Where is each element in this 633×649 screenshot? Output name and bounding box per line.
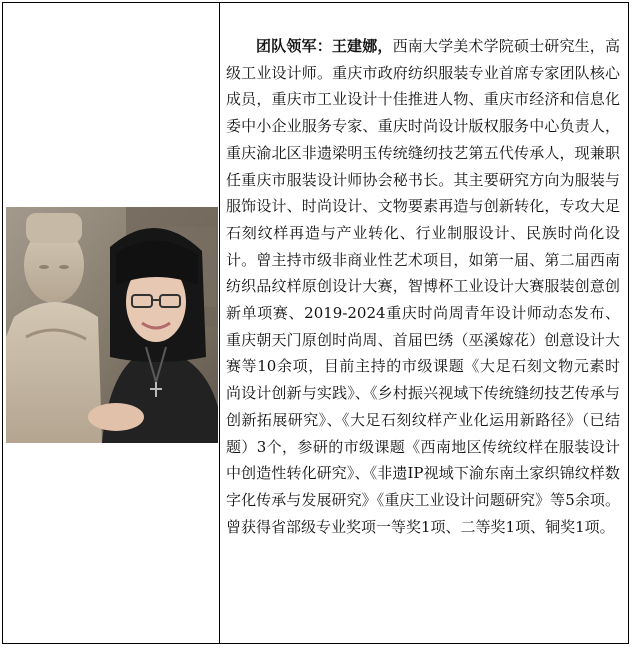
bio-cell bbox=[220, 3, 628, 643]
bio-text: 西南大学美术学院硕士研究生，高级工业设计师。重庆市政府纺织服装专业首席专家团队核心成员，重庆市工业设计十佳推进人物、重庆市经济和信息化委中小企业服务专家、重庆时尚设计版权服务中心负责人，重庆渝北区非遗梁明玉传统缝纫技艺第五代传承人，现兼职任重庆市服装设计师协会秘书长。其主要研究方向为服装与服饰设计、时尚设计、文物要素再造与创新转化，专攻大足石刻纹样再造与产业转化、行业制服设计、民族时尚化设计。曾主持市级非商业性艺术项目，如第一届、第二届西南纺织品纹样原创设计大赛，智博杯工业设计大赛服装创意创新单项赛、2019-2024重庆时尚周青年设计师动态发布、重庆朝天门原创时尚周、首届巴绣（巫溪嫁花）创意设计大赛等10余项，目前主持的市级课题《大足石刻文物元素时尚设计创新与实践》、《乡村振兴视域下传统缝纫技艺传承与创新拓展研究》、《大足石刻纹样产业化运用新路径》（已结题）3个，参研的市级课题《西南地区传统纹样在服装设计中创造性转化研究》、《非遗IP视域下渝东南土家织锦纹样数字化传承与发展研究》《重庆工业设计问题研究》等5余项。曾获得省部级专业奖项一等奖1项、二等奖1项、铜奖1项。 bbox=[226, 37, 620, 536]
photo-cell bbox=[3, 3, 220, 643]
bio-paragraph bbox=[226, 33, 620, 540]
portrait-photo bbox=[6, 207, 218, 443]
profile-table bbox=[2, 2, 629, 644]
leader-label: 团队领军：王建娜， bbox=[256, 37, 393, 55]
